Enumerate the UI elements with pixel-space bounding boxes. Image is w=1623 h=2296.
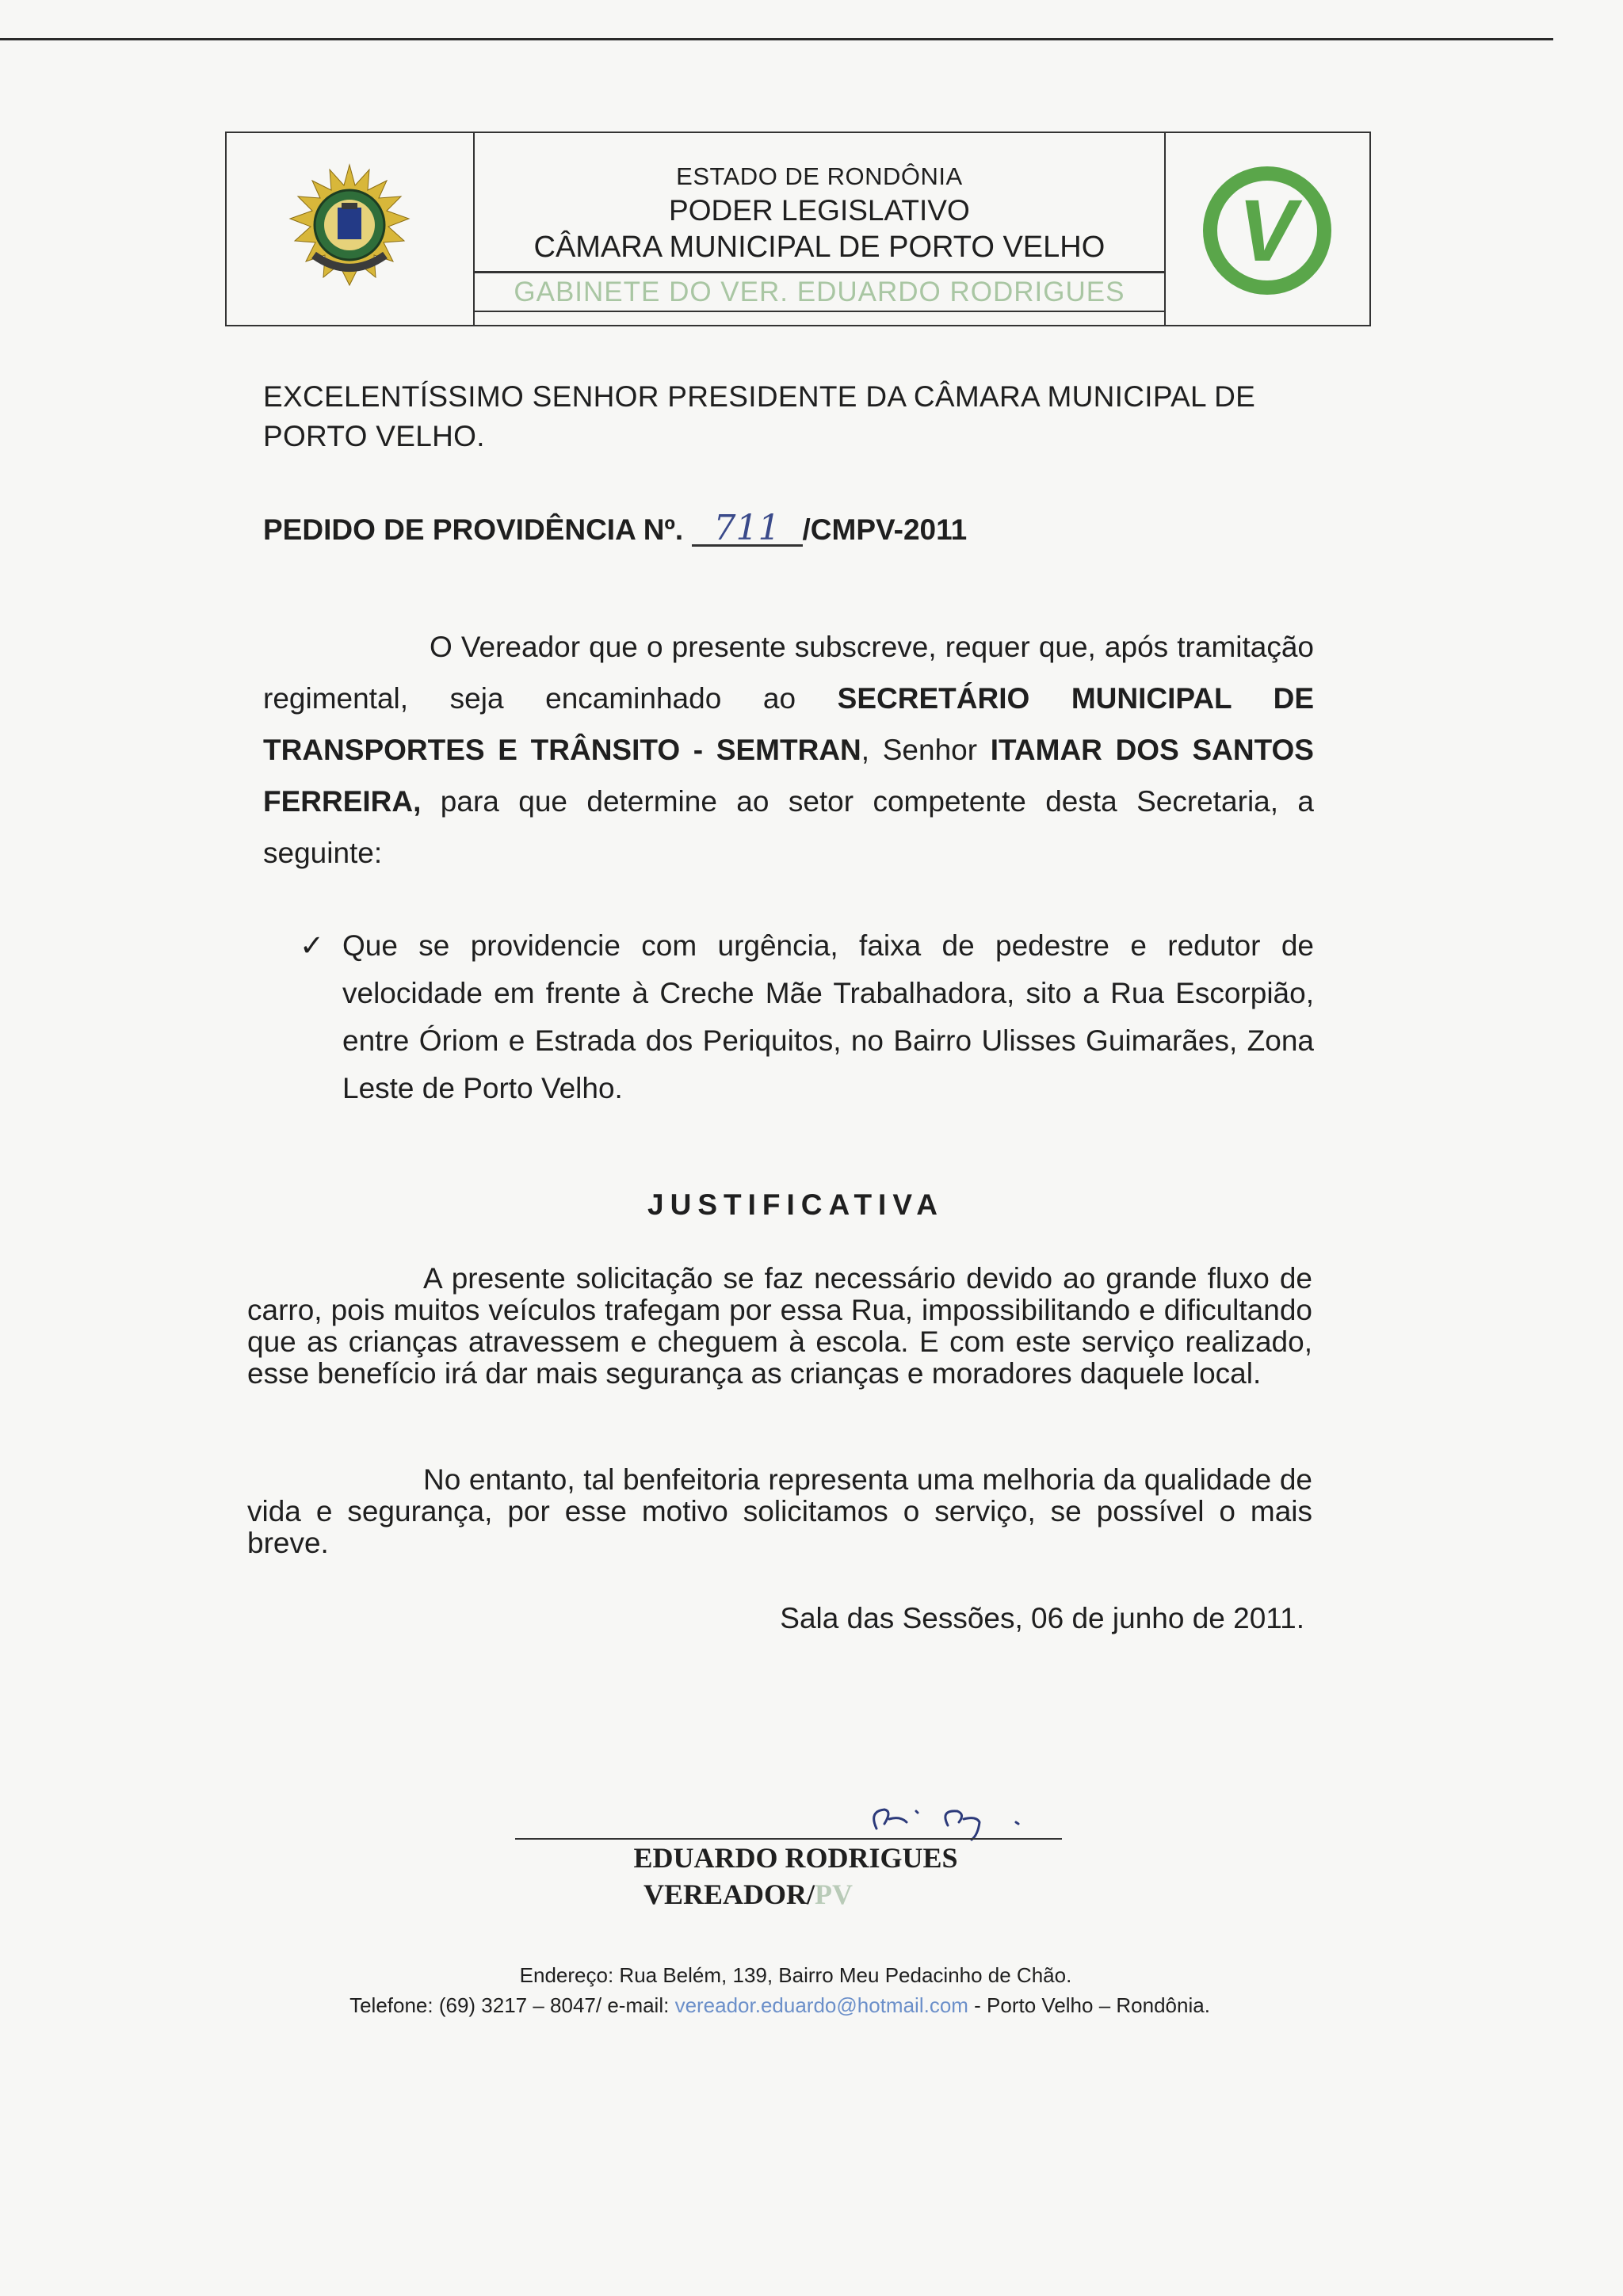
- party-logo-letter: V: [1238, 182, 1297, 280]
- footer-address-line: [0, 1963, 1623, 1988]
- request-recipient-name: ITAMAR DOS SANTOS FERREIRA,: [263, 734, 1314, 818]
- top-border-line: [0, 38, 1553, 40]
- justification-paragraph-2: [247, 1464, 1312, 1559]
- request-text-c: , Senhor: [861, 734, 991, 766]
- request-recipient-office: SECRETÁRIO MUNICIPAL DE TRANSPORTES E TRÂNSITO - SEMTRAN: [263, 682, 1314, 766]
- request-number-line: [263, 510, 1314, 550]
- office-name: GABINETE DO VER. EDUARDO RODRIGUES: [514, 277, 1125, 307]
- justification-text-1: A presente solicitação se faz necessário devido ao grande fluxo de carro, pois muitos veículos trafegam por essa Rua, impossibilitando e dificultando que as crianças atravessem e cheguem à escola. E com este serviço realizado, esse benefício irá dar mais segurança as crianças e moradores daquele local.: [247, 1262, 1312, 1390]
- footer-address: Endereço: Rua Belém, 139, Bairro Meu Pedacinho de Chão.: [519, 1963, 1072, 1987]
- handwritten-signature: [861, 1787, 1067, 1843]
- request-paragraph: [263, 621, 1314, 879]
- letterhead-titles: [475, 133, 1164, 325]
- addressee: EXCELENTÍSSIMO SENHOR PRESIDENTE DA CÂMARA MUNICIPAL DE PORTO VELHO.: [263, 380, 1256, 452]
- letterhead-seal-cell: [227, 133, 475, 325]
- request-text-e: para que determine ao setor competente desta Secretaria, a seguinte:: [263, 785, 1314, 869]
- request-number: 711: [692, 513, 803, 547]
- justification-title: JUSTIFICATIVA: [647, 1188, 944, 1221]
- letterhead-party-cell: [1164, 133, 1369, 325]
- state-name: ESTADO DE RONDÔNIA: [676, 162, 963, 190]
- footer-email-link[interactable]: vereador.eduardo@hotmail.com: [674, 1993, 968, 2017]
- signatory-role: VEREADOR/: [643, 1878, 815, 1910]
- porto-velho-seal-icon: [282, 162, 417, 296]
- request-suffix: /CMPV-2011: [802, 513, 968, 546]
- party-logo-icon: [1196, 158, 1338, 300]
- request-text-a: O Vereador que o presente subscreve, requer que, após tramitação regimental, seja encaminhado ao: [263, 631, 1314, 715]
- signatory-name: EDUARDO RODRIGUES: [633, 1842, 958, 1874]
- request-prefix: PEDIDO DE PROVIDÊNCIA Nº.: [263, 513, 684, 546]
- footer-phone: Telefone: (69) 3217 – 8047/ e-mail:: [349, 1993, 675, 2017]
- date-line: Sala das Sessões, 06 de junho de 2011.: [780, 1602, 1304, 1634]
- justification-paragraph-1: [247, 1263, 1312, 1390]
- checkmark-icon: ✓: [300, 929, 325, 963]
- signature-line: [515, 1838, 1062, 1840]
- justification-heading: [0, 1188, 1623, 1222]
- header-divider-bottom: [475, 311, 1164, 312]
- letterhead: [225, 132, 1371, 326]
- signatory-name-line: [0, 1841, 1623, 1875]
- branch-name: PODER LEGISLATIVO: [669, 194, 970, 227]
- header-divider: [475, 271, 1164, 273]
- footer-city: - Porto Velho – Rondônia.: [968, 1993, 1210, 2017]
- signatory-party: PV: [815, 1878, 854, 1910]
- signatory-role-line: [0, 1878, 1623, 1911]
- request-item: [300, 922, 1314, 1112]
- chamber-name: CÂMARA MUNICIPAL DE PORTO VELHO: [533, 231, 1106, 264]
- footer-contact-line: [0, 1993, 1623, 2018]
- justification-text-2: No entanto, tal benfeitoria representa uma melhoria da qualidade de vida e segurança, por esse motivo solicitamos o serviço, se possível o mais breve.: [247, 1463, 1312, 1559]
- request-item-text: Que se providencie com urgência, faixa de pedestre e redutor de velocidade em frente à Creche Mãe Trabalhadora, sito a Rua Escorpião, entre Óriom e Estrada dos Periquitos, no Bairro Ulisses Guimarães, Zona Leste de Porto Velho.: [342, 929, 1314, 1104]
